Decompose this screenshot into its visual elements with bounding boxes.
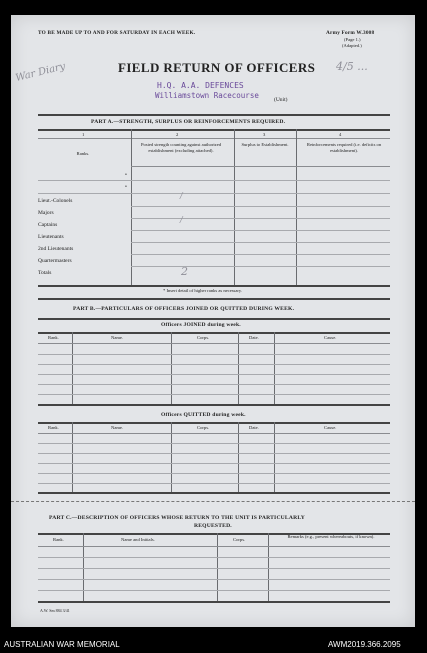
quitted-row-rule <box>38 453 390 454</box>
col-header-reinforcements: Reinforcements required (i.e. deficits on establishment). <box>306 142 382 153</box>
col-num-1: 1 <box>82 132 85 137</box>
part-a-row-rule <box>131 218 390 219</box>
print-code: A.W. Sm 884 3/41 <box>40 608 70 613</box>
part-a-table-bottom <box>38 285 390 287</box>
part-a-row-rule <box>131 266 390 267</box>
rank-label: Captains <box>38 222 58 228</box>
total-value: 2 <box>181 265 188 278</box>
page-title: FIELD RETURN OF OFFICERS <box>118 60 316 75</box>
col-num-2: 2 <box>176 132 179 137</box>
col-num-3: 3 <box>263 132 266 137</box>
part-c-row-rule <box>38 579 390 580</box>
unit-stamp-line2: Williamstown Racecourse <box>155 91 259 100</box>
perforation-line <box>11 501 415 502</box>
part-c-col-rank: Rank. <box>53 537 64 542</box>
part-c-heading-line2: REQUESTED. <box>194 523 232 529</box>
part-c-row-rule <box>38 568 390 569</box>
quitted-row-rule <box>38 463 390 464</box>
part-c-row-rule <box>38 557 390 558</box>
col-num-rule <box>38 138 390 139</box>
joined-table-top <box>38 318 390 320</box>
quitted-col-date: Date. <box>249 425 259 430</box>
joined-row-rule <box>38 374 390 375</box>
unit-label: (Unit) <box>274 97 288 103</box>
part-a-footnote: * Insert detail of higher ranks as necessary. <box>163 288 243 293</box>
rank-label: 2nd Lieutenants <box>38 246 74 252</box>
joined-header-rule <box>38 332 390 334</box>
part-a-row-rule <box>38 180 390 181</box>
part-a-heading: PART A.—STRENGTH, SURPLUS OR REINFORCEMENTS REQUIRED. <box>91 119 286 125</box>
joined-row-rule <box>38 354 390 355</box>
extra-rank-marker: • <box>125 184 127 190</box>
part-a-row-rule <box>131 242 390 243</box>
form-page: (Page 1.) <box>344 37 361 42</box>
part-a-vline-2 <box>234 129 235 285</box>
extra-rank-marker: • <box>125 172 127 178</box>
col-num-4: 4 <box>339 132 342 137</box>
quitted-col-corps: Corps. <box>197 425 210 430</box>
rank-label: Lieut.-Colonels <box>38 198 73 204</box>
part-c-col-corps: Corps. <box>233 537 246 542</box>
joined-col-name: Name. <box>111 335 124 340</box>
quitted-row-rule <box>38 473 390 474</box>
joined-col-cause: Cause. <box>324 335 337 340</box>
part-a-bottom-rule <box>38 298 390 300</box>
rank-label: Quartermasters <box>38 258 72 264</box>
footer-institution: AUSTRALIAN WAR MEMORIAL <box>4 640 120 649</box>
part-a-top-rule <box>38 114 390 116</box>
part-c-row-rule <box>38 590 390 591</box>
part-a-vline-1 <box>131 129 132 285</box>
joined-table-bottom <box>38 404 390 406</box>
handwriting-date: 4/5 ... <box>336 60 368 73</box>
col-header-ranks: Ranks. <box>76 151 90 156</box>
quitted-row-rule <box>38 443 390 444</box>
joined-row-rule <box>38 384 390 385</box>
part-c-row-rule <box>38 546 390 547</box>
handwriting-war-diary: War Diary <box>14 61 67 84</box>
quitted-col-rank: Rank. <box>48 425 59 430</box>
rank-label: Majors <box>38 210 54 216</box>
footer-accession-number: AWM2019.366.2095 <box>328 640 401 649</box>
part-a-row-rule <box>38 193 390 194</box>
quitted-col-name: Name. <box>111 425 124 430</box>
part-a-row-rule <box>131 254 390 255</box>
part-a-header-rule <box>131 166 390 167</box>
col-header-posted: Posted strength counting against authorized establishment (excluding attached). <box>140 142 222 153</box>
form-adapted: (Adapted.) <box>342 43 362 48</box>
quitted-col-cause: Cause. <box>324 425 337 430</box>
posted-mark-lieutenants: / <box>180 215 183 224</box>
joined-col-corps: Corps. <box>197 335 210 340</box>
joined-row-rule <box>38 364 390 365</box>
unit-stamp-line1: H.Q. A.A. DEFENCES <box>157 81 244 90</box>
quitted-header-rule <box>38 422 390 424</box>
part-a-row-rule <box>131 230 390 231</box>
joined-row-rule <box>38 394 390 395</box>
part-c-heading-line1: PART C.—DESCRIPTION OF OFFICERS WHOSE RETURN TO THE UNIT IS PARTICULARLY <box>49 515 305 521</box>
quitted-row-rule <box>38 483 390 484</box>
part-a-row-rule <box>131 206 390 207</box>
col-header-surplus: Surplus to Establishment. <box>241 142 289 147</box>
part-c-col-remarks: Remarks (e.g., present whereabouts, if known). <box>287 534 375 539</box>
part-a-table-top <box>38 129 390 131</box>
joined-title: Officers JOINED during week. <box>161 322 241 328</box>
quitted-table-bottom <box>38 492 390 494</box>
posted-mark-majors: / <box>180 191 183 200</box>
header-instruction: TO BE MADE UP TO AND FOR SATURDAY IN EACH WEEK. <box>38 30 196 36</box>
part-b-heading: PART B.—PARTICULARS OF OFFICERS JOINED OR QUITTED DURING WEEK. <box>73 306 295 312</box>
rank-label: Lieutenants <box>38 234 64 240</box>
part-c-col-name: Name and Initials. <box>121 537 155 542</box>
form-number: Army Form W.3008 <box>326 30 375 36</box>
joined-col-rank: Rank. <box>48 335 59 340</box>
joined-row-rule <box>38 343 390 344</box>
totals-label: Totals <box>38 270 52 276</box>
part-c-table-bottom <box>38 601 390 603</box>
quitted-title: Officers QUITTED during week. <box>161 412 246 418</box>
part-a-vline-3 <box>296 129 297 285</box>
quitted-row-rule <box>38 433 390 434</box>
joined-col-date: Date. <box>249 335 259 340</box>
form-sheet <box>11 15 415 627</box>
